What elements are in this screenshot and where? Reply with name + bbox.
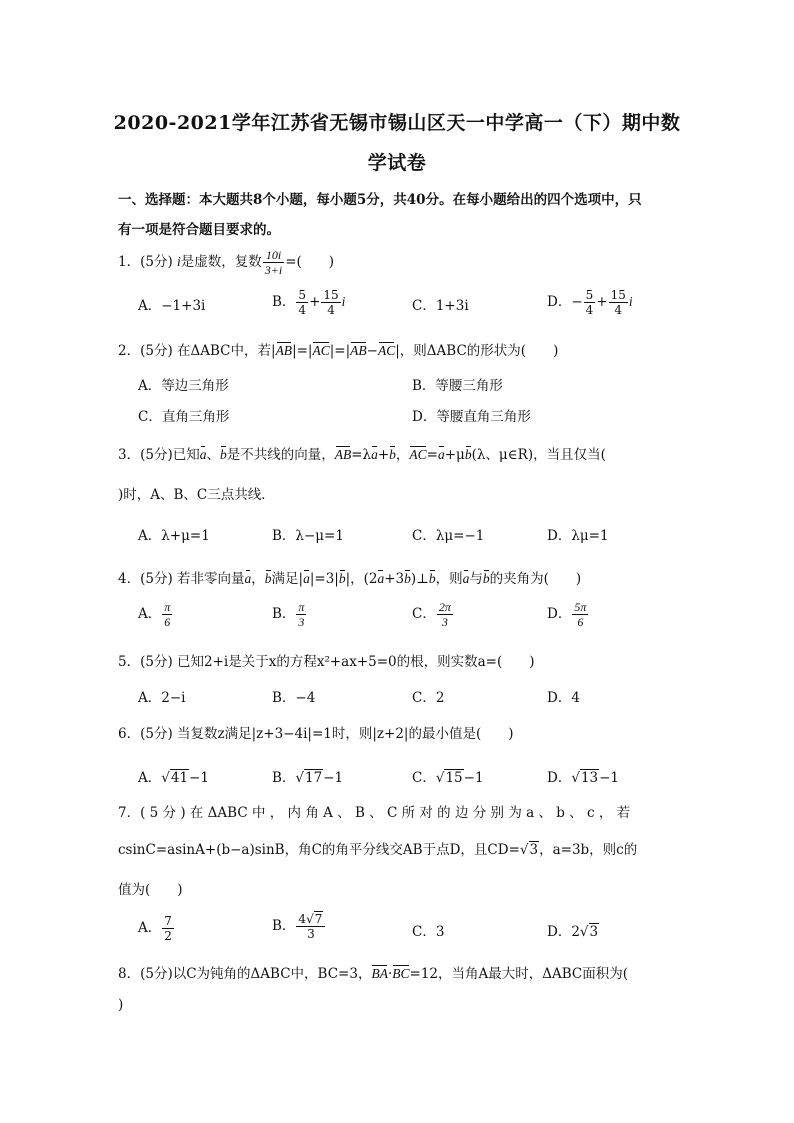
vector-ab: AB (275, 343, 293, 358)
q8-text: 8．(5分)以C为钝角的ΔABC中，BC=3， (118, 966, 372, 982)
vector-a: a (437, 447, 445, 462)
vector-ac: AC (312, 343, 330, 358)
plus-sign: + (596, 294, 608, 310)
q2-option-c: C．直角三角形 (138, 409, 230, 425)
vector-ab: AB (334, 447, 352, 462)
question-8-stem-line2: ) (118, 997, 124, 1013)
q1-frac-num: 10i (263, 248, 284, 263)
q4-option-c (412, 600, 454, 629)
q1-option-d (547, 288, 633, 317)
q1-i: i (177, 254, 181, 269)
q3-option-a: A．λ+μ=1 (138, 528, 210, 544)
q2-text-c: |=| (329, 343, 351, 359)
vector-b: b (464, 447, 472, 462)
frac-num: 5π (574, 600, 587, 614)
question-3-stem-line2: )时，A、B、C三点共线． (118, 487, 275, 503)
question-7-stem-line3: 值为( ) (118, 882, 183, 898)
question-7-stem-line1: 7．( 5 分 ) 在 ΔABC 中 ， 内 角 A 、 B 、 C 所 对 的 边 分 别 为 a 、 b 、 c ， 若 (118, 805, 631, 821)
q4-text: 满足| (271, 571, 304, 587)
q2-option-d: D．等腰直角三角形 (412, 409, 531, 425)
option-label: D． (547, 770, 572, 786)
frac-den: 4 (585, 303, 594, 317)
vector-a: a (244, 571, 252, 586)
q3-option-d: D．λμ=1 (547, 528, 609, 544)
option-label: A． (138, 920, 162, 936)
q3-text: + (377, 447, 390, 463)
vector-a: a (199, 447, 207, 462)
option-label: D． (547, 606, 572, 622)
plus-sign: + (309, 294, 321, 310)
q2-option-a: A．等边三角形 (138, 378, 229, 394)
q4-b-frac (296, 600, 306, 629)
q4-c-frac (437, 600, 453, 629)
q1-d-frac1 (584, 288, 596, 317)
q2-text-d: |，则ΔABC的形状为( ) (395, 343, 559, 359)
q7-text: ，a=3b，则c的 (539, 842, 638, 858)
q1-option-a: A．−1+3i (138, 298, 206, 314)
sqrt-radicand: 41 (170, 770, 189, 786)
vector-ac: AC (409, 447, 427, 462)
frac-den: 3 (307, 927, 315, 941)
frac-num-coef: 4 (298, 912, 307, 926)
q3-text: 是不共线的向量， (226, 447, 335, 463)
minus-one: −1 (463, 770, 484, 786)
dot-operator: · (387, 966, 393, 982)
vector-a: a (377, 571, 385, 586)
frac-den: 6 (164, 615, 171, 629)
option-label: C． (412, 770, 436, 786)
sqrt-radicand: 15 (445, 770, 463, 786)
q6-option-a: A．√41−1 (138, 770, 209, 786)
sqrt-radicand: 13 (580, 770, 599, 786)
q3-text: = (426, 447, 438, 463)
vector-bc: BC (392, 966, 410, 981)
question-4-stem (118, 567, 581, 587)
q2-text-b: |=| (292, 343, 313, 359)
q7-option-a (138, 914, 175, 943)
frac-den: 3 (441, 615, 448, 629)
q3-text: (λ、μ∈R)，当且仅当( (471, 447, 606, 463)
imag-unit: i (341, 294, 346, 309)
vector-b: b (428, 571, 436, 586)
minus-one: −1 (323, 770, 344, 786)
q1-option-d-label: D．− (547, 294, 583, 310)
question-8-stem-line1 (118, 962, 628, 982)
frac-num: π (298, 600, 305, 614)
q4-text: 与 (469, 571, 483, 587)
q4-text: ， (251, 571, 265, 587)
q4-text: |，(2 (345, 571, 378, 587)
q2-text-a: 2．(5分) 在ΔABC中，若| (118, 343, 276, 359)
vector-ac: AC (377, 343, 396, 358)
q1-option-b-label: B． (272, 294, 296, 310)
q4-text: ，则 (435, 571, 463, 587)
vector-b: b (389, 447, 396, 462)
q1-paren: =( ) (285, 254, 335, 270)
q1-b-frac2 (321, 288, 340, 317)
section-heading-line1: 一、选择题：本大题共8个小题，每小题5分，共40分。在每小题给出的四个选项中，只 (118, 192, 642, 208)
q3-option-b: B．λ−μ=1 (272, 528, 344, 544)
frac-num: 5 (298, 288, 307, 302)
q5-option-b: B．−4 (272, 690, 316, 706)
vector-b: b (404, 571, 411, 586)
minus-one: −1 (599, 770, 620, 786)
option-label: D．2 (547, 924, 580, 940)
q5-option-c: C．2 (412, 690, 445, 706)
q1-option-b (272, 288, 345, 317)
frac-num: 5 (585, 288, 594, 302)
q7-option-b (272, 912, 326, 941)
q7-a-frac (162, 914, 174, 943)
vector-b: b (264, 571, 272, 586)
option-label: B． (272, 770, 296, 786)
q3-text: =λ (351, 447, 372, 463)
sqrt-radicand: 17 (305, 770, 323, 786)
q5-option-a: A．2−i (138, 690, 186, 706)
option-label: A． (138, 606, 162, 622)
q1-option-c: C．1+3i (412, 298, 469, 314)
minus-one: −1 (189, 770, 209, 786)
imag-unit: i (628, 294, 633, 309)
sqrt-radicand: 7 (314, 912, 323, 926)
q1-frac-den: 3+i (264, 263, 283, 277)
vector-ab: AB (350, 343, 367, 358)
vector-a: a (462, 571, 470, 586)
q1-text: 是虚数，复数 (180, 254, 262, 270)
section-heading-line2: 有一项是符合题目要求的。 (118, 222, 280, 238)
q1-d-frac2 (609, 288, 628, 317)
frac-num: 15 (610, 288, 626, 302)
option-label: B． (272, 606, 296, 622)
q6-option-c: C．√15−1 (412, 770, 484, 786)
q4-a-frac (162, 600, 172, 629)
exam-title-line2: 学试卷 (367, 152, 427, 174)
vector-a: a (371, 447, 378, 462)
frac-den: 6 (577, 615, 584, 629)
q1-fraction (263, 248, 284, 277)
frac-den: 3 (298, 615, 305, 629)
sqrt-radicand: 3 (529, 842, 539, 858)
question-1-stem (118, 248, 334, 277)
vector-b: b (338, 571, 346, 586)
q3-text: +μ (444, 447, 465, 463)
q3-option-c: C．λμ=−1 (412, 528, 485, 544)
frac-num: π (164, 600, 171, 614)
q3-text: ， (395, 447, 410, 463)
question-5-stem: 5．(5分) 已知2+i是关于x的方程x²+ax+5=0的根，则实数a=( ) (118, 654, 535, 670)
frac-num: 15 (323, 288, 339, 302)
frac-num: 7 (164, 914, 172, 928)
q6-option-b: B．√17−1 (272, 770, 344, 786)
q3-text: 3．(5分)已知 (118, 447, 200, 463)
q2-option-b: B．等腰三角形 (412, 378, 503, 394)
frac-den: 4 (614, 303, 623, 317)
frac-den: 2 (164, 929, 172, 943)
q4-text: +3 (384, 571, 405, 587)
question-3-stem-line1 (118, 443, 606, 463)
vector-a: a (303, 571, 310, 586)
vector-b: b (482, 571, 490, 586)
q1-b-frac1 (296, 288, 308, 317)
q6-option-d: D．√13−1 (547, 770, 620, 786)
q4-d-frac (572, 600, 588, 629)
q3-text: 、 (206, 447, 220, 463)
option-label: C． (412, 606, 436, 622)
q4-option-d (547, 600, 589, 629)
question-7-stem-line2: csinC=asinA+(b−a)sinB，角C的角平分线交AB于点D，且CD=√3，a=3b，则c的 (118, 842, 638, 858)
q5-option-d: D．4 (547, 690, 580, 706)
vector-b: b (219, 447, 227, 462)
q1-number: 1．(5分) (118, 254, 178, 270)
q7-option-d: D．2√3 (547, 924, 599, 940)
q4-text: |=3| (309, 571, 339, 587)
minus-sign: − (366, 343, 378, 359)
vector-ba: BA (371, 966, 388, 981)
exam-title-line1: 2020-2021学年江苏省无锡市锡山区天一中学高一（下）期中数 (113, 112, 681, 134)
q7-option-c: C．3 (412, 924, 445, 940)
frac-den: 4 (327, 303, 335, 317)
option-label: A． (138, 770, 162, 786)
frac-num: 2π (438, 600, 451, 614)
q4-text: )⊥ (410, 571, 429, 587)
q4-option-a (138, 600, 173, 629)
q4-text: 的夹角为( ) (489, 571, 582, 587)
q4-text: 4．(5分) 若非零向量 (118, 571, 245, 587)
q8-text: =12，当角A最大时，ΔABC面积为( (409, 966, 629, 982)
question-6-stem: 6．(5分) 当复数z满足|z+3−4i|=1时，则|z+2|的最小值是( ) (118, 726, 514, 742)
option-label: B． (272, 918, 296, 934)
q7-b-frac: $\frac{4√7}{3}$ (296, 912, 325, 941)
q4-option-b (272, 600, 307, 629)
question-2-stem (118, 339, 558, 359)
q7-text: csinC=asinA+(b−a)sinB，角C的角平分线交AB于点D，且CD= (118, 842, 520, 858)
sqrt-radicand: 3 (589, 924, 599, 940)
frac-den: 4 (298, 303, 307, 317)
